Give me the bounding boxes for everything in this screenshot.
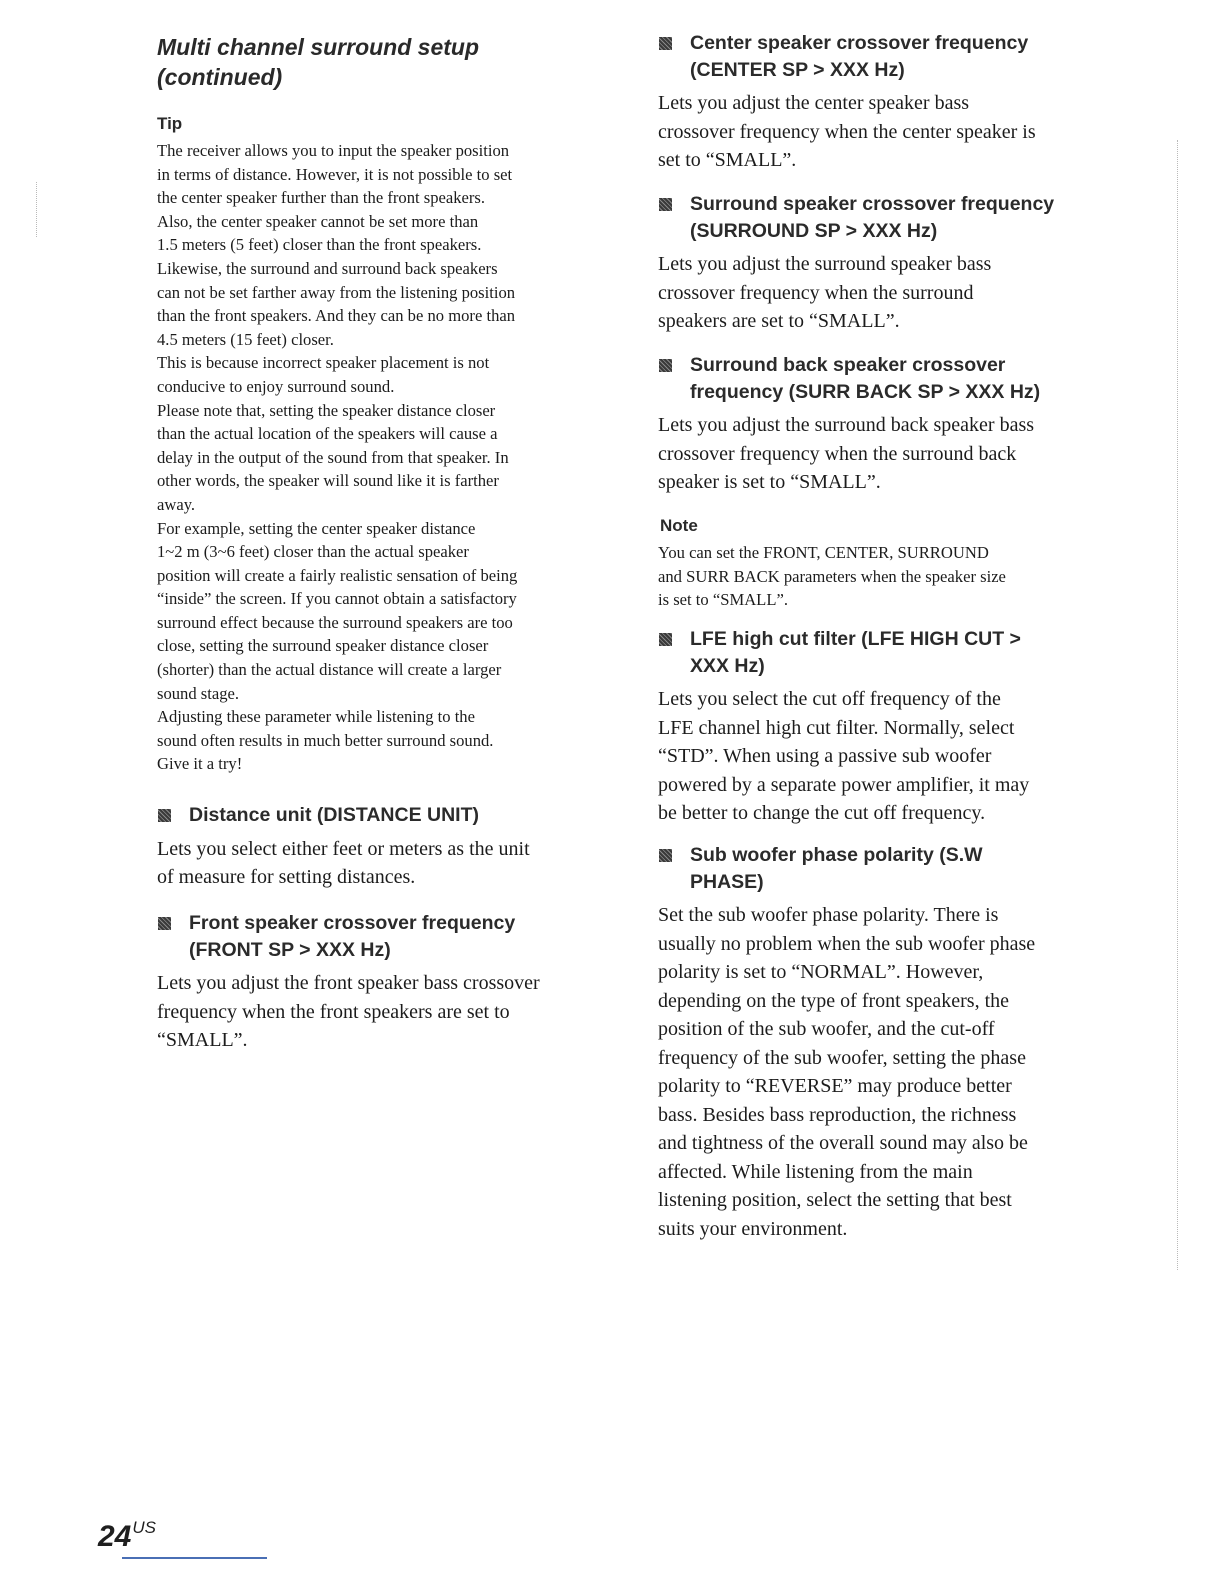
section-surround-back-crossover (658, 352, 1110, 497)
text-line: polarity is set to “NORMAL”. However, (658, 961, 984, 983)
text-line: crossover frequency when the center speaker is (658, 120, 1036, 143)
text-line: usually no problem when the sub woofer phase (658, 932, 1036, 955)
section-center-crossover (658, 30, 1110, 175)
tip-line: sound stage. (157, 683, 240, 703)
text-line: “SMALL”. (157, 1029, 248, 1051)
note-body (658, 541, 1110, 612)
page-number (98, 1510, 156, 1555)
heading-line: Center speaker crossover frequency (690, 32, 1029, 54)
heading-line: Surround back speaker crossover (690, 354, 1006, 376)
heading-line: PHASE) (690, 870, 764, 893)
section-text (658, 89, 1110, 175)
heading-line: frequency (SURR BACK SP > XXX Hz) (690, 380, 1041, 403)
heading-line: (SURROUND SP > XXX Hz) (690, 219, 938, 242)
text-line: Lets you adjust the front speaker bass crossover (157, 972, 540, 994)
text-line: “STD”. When using a passive sub woofer (658, 745, 992, 767)
text-line: depending on the type of front speakers, the (658, 989, 1010, 1012)
text-line: speaker is set to “SMALL”. (658, 471, 881, 493)
tip-line: position will create a fairly realistic sensation of being (157, 565, 518, 585)
text-line: frequency when the front speakers are set to (157, 1000, 510, 1023)
tip-line: away. (157, 494, 196, 514)
tip-line: Give it a try! (157, 754, 243, 774)
heading-line: Front speaker crossover frequency (189, 912, 516, 934)
text-line: of measure for setting distances. (157, 866, 416, 888)
text-line: and tightness of the overall sound may also be (658, 1132, 1028, 1154)
page-title-line-1: Multi channel surround setup (157, 34, 480, 60)
square-bullet-icon (659, 359, 672, 372)
section-text (658, 901, 1110, 1243)
heading-line: XXX Hz) (690, 654, 765, 677)
tip-label: Tip (157, 114, 183, 133)
tip-line: (shorter) than the actual distance will create a larger (157, 660, 502, 680)
section-text (157, 835, 609, 892)
square-bullet-icon (659, 849, 672, 862)
section-text (658, 411, 1110, 497)
text-line: be better to change the cut off frequency. (658, 802, 986, 824)
note-line: is set to “SMALL”. (658, 590, 788, 609)
tip-body (157, 139, 609, 776)
heading-line: LFE high cut filter (LFE HIGH CUT > (690, 628, 1021, 650)
text-line: Lets you adjust the surround speaker bass (658, 253, 992, 275)
tip-line: Adjusting these parameter while listening to the (157, 707, 475, 727)
text-line: Lets you select the cut off frequency of the (658, 688, 1001, 710)
section-heading (658, 626, 1110, 679)
square-bullet-icon (158, 809, 171, 822)
section-heading (157, 802, 609, 829)
text-line: frequency of the sub woofer, setting the phase (658, 1046, 1026, 1069)
tip-line: conducive to enjoy surround sound. (157, 376, 395, 396)
text-line: powered by a separate power amplifier, it may (658, 773, 1030, 796)
heading-line: Distance unit (DISTANCE UNIT) (189, 804, 479, 826)
square-bullet-icon (158, 917, 171, 930)
tip-line: in terms of distance. However, it is not possible to set (157, 164, 513, 184)
page-number-rule (122, 1557, 267, 1559)
tip-line: Likewise, the surround and surround back speakers (157, 258, 498, 278)
heading-line: (FRONT SP > XXX Hz) (189, 938, 391, 961)
tip-line: than the actual location of the speakers will cause a (157, 424, 498, 444)
note-line: You can set the FRONT, CENTER, SURROUND (658, 543, 989, 562)
text-line: crossover frequency when the surround back (658, 442, 1017, 465)
scan-mark (36, 182, 38, 237)
section-text (658, 685, 1110, 828)
tip-line: 1~2 m (3~6 feet) closer than the actual speaker (157, 542, 469, 562)
tip-line: This is because incorrect speaker placement is not (157, 353, 490, 373)
note-label: Note (660, 516, 698, 535)
section-heading (658, 30, 1110, 83)
text-line: listening position, select the setting that best (658, 1189, 1012, 1211)
tip-line: than the front speakers. And they can be no more than (157, 306, 516, 326)
section-surround-crossover (658, 191, 1110, 336)
text-line: Lets you select either feet or meters as the unit (157, 837, 530, 860)
tip-line: 1.5 meters (5 feet) closer than the front speakers. (157, 235, 482, 255)
scan-mark (1177, 140, 1179, 1270)
text-line: Lets you adjust the surround back speaker bass (658, 414, 1035, 436)
tip-line: can not be set farther away from the listening position (157, 282, 516, 302)
section-lfe-filter (658, 626, 1110, 828)
text-line: crossover frequency when the surround (658, 281, 974, 304)
tip-line: Please note that, setting the speaker distance closer (157, 400, 496, 420)
page-number-value: 24 (98, 1520, 132, 1553)
section-distance-unit (157, 802, 609, 892)
text-line: affected. While listening from the main (658, 1160, 973, 1183)
square-bullet-icon (659, 37, 672, 50)
tip-line: sound often results in much better surround sound. (157, 730, 494, 750)
page-title-line-2: (continued) (157, 64, 283, 90)
heading-line: Surround speaker crossover frequency (690, 193, 1055, 215)
section-front-crossover (157, 910, 609, 1055)
square-bullet-icon (659, 633, 672, 646)
tip-line: the center speaker further than the front speakers. (157, 188, 486, 208)
heading-line: (CENTER SP > XXX Hz) (690, 58, 905, 81)
section-heading (157, 910, 609, 963)
tip-line: 4.5 meters (15 feet) closer. (157, 329, 334, 349)
tip-line: other words, the speaker will sound like it is farther (157, 471, 499, 491)
tip-line: surround effect because the surround speakers are too (157, 612, 513, 632)
text-line: Set the sub woofer phase polarity. There is (658, 904, 999, 926)
text-line: set to “SMALL”. (658, 149, 797, 171)
text-line: speakers are set to “SMALL”. (658, 310, 900, 332)
section-text (157, 969, 609, 1055)
tip-line: “inside” the screen. If you cannot obtain a satisfactory (157, 589, 517, 609)
text-line: position of the sub woofer, and the cut-off (658, 1018, 995, 1040)
section-heading (658, 842, 1110, 895)
section-heading (658, 352, 1110, 405)
tip-line: Also, the center speaker cannot be set more than (157, 211, 479, 231)
text-line: bass. Besides bass reproduction, the richness (658, 1103, 1017, 1126)
text-line: polarity to “REVERSE” may produce better (658, 1075, 1012, 1097)
square-bullet-icon (659, 198, 672, 211)
tip-line: delay in the output of the sound from that speaker. In (157, 447, 509, 467)
text-line: suits your environment. (658, 1217, 848, 1240)
tip-line: For example, setting the center speaker distance (157, 518, 476, 538)
text-line: LFE channel high cut filter. Normally, select (658, 716, 1015, 739)
tip-line: close, setting the surround speaker distance closer (157, 636, 489, 656)
page-title (157, 32, 607, 92)
note-line: and SURR BACK parameters when the speaker size (658, 566, 1006, 586)
page-number-region: US (132, 1518, 156, 1537)
section-sw-phase (658, 842, 1110, 1243)
section-text (658, 250, 1110, 336)
section-heading (658, 191, 1110, 244)
heading-line: Sub woofer phase polarity (S.W (690, 844, 983, 866)
text-line: Lets you adjust the center speaker bass (658, 92, 970, 114)
tip-line: The receiver allows you to input the speaker position (157, 141, 510, 160)
